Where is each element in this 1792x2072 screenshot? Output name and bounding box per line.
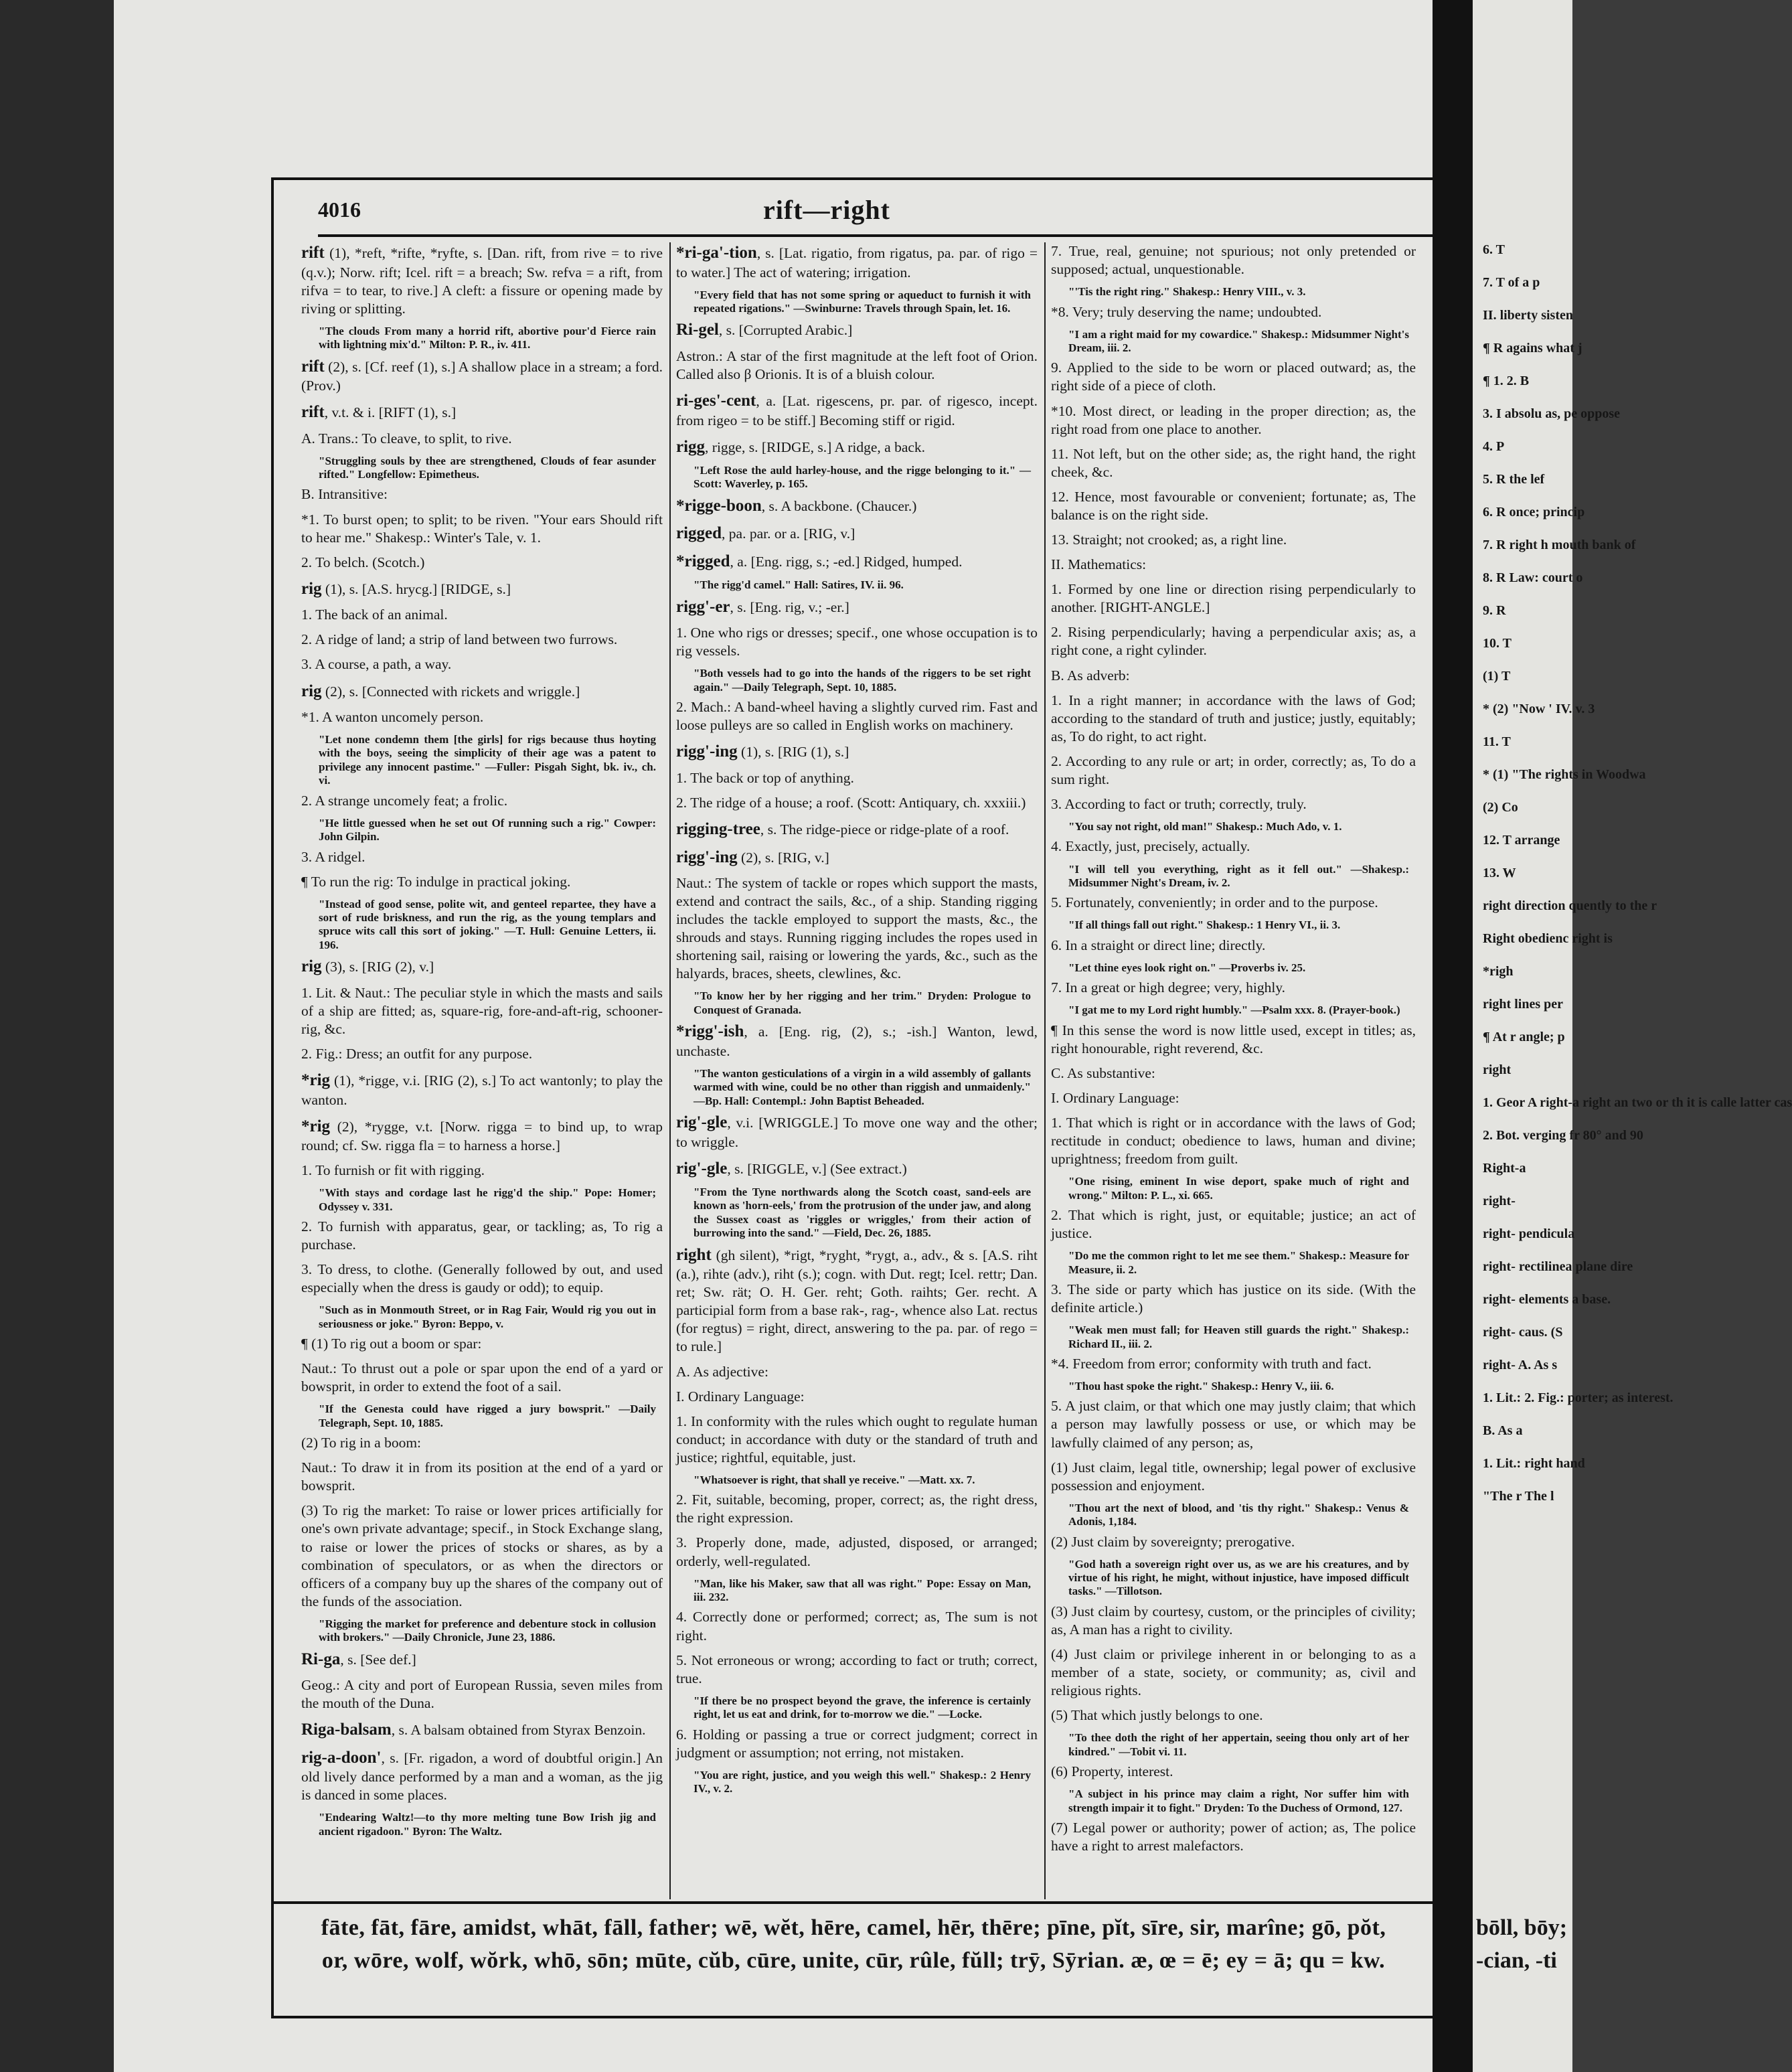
dictionary-entry: 2. Mach.: A band-wheel having a slightly curved rim. Fast and loose pulleys are so called in English works on machinery. [676, 699, 1038, 734]
dictionary-entry: (7) Legal power or authority; power of action; as, The police have a right to arrest malefactors. [1051, 1819, 1416, 1854]
dictionary-entry: A. Trans.: To cleave, to split, to rive. [301, 430, 512, 447]
facing-page-fragment: 13. W [1483, 866, 1516, 880]
dictionary-entry: *rig (1), *rigge, v.i. [RIG (2), s.] To act wantonly; to play the wanton. [301, 1071, 663, 1108]
facing-page-fragment: *righ [1483, 964, 1514, 979]
dictionary-entry: C. As substantive: [1051, 1064, 1155, 1081]
dictionary-entry: 2. To furnish with apparatus, gear, or tackling; as, To rig a purchase. [301, 1218, 663, 1253]
dictionary-entry: B. As adverb: [1051, 667, 1130, 684]
header-rule [318, 234, 1436, 237]
headword: rig [301, 579, 322, 598]
headword: ri-ges'-cent [676, 392, 756, 410]
pronunciation-key [271, 1911, 1436, 1978]
facing-page-fragment: right- elements a base. [1483, 1292, 1611, 1307]
column-2 [676, 242, 1038, 1899]
headword: rift [301, 244, 325, 262]
dictionary-entry: 2. That which is right, just, or equitable; justice; an act of justice. [1051, 1207, 1416, 1242]
facing-page-fragment: right lines per [1483, 997, 1563, 1012]
dictionary-entry: 3. The side or party which has justice on its side. (With the definite article.) [1051, 1281, 1416, 1316]
facing-footer-line-2: -cian, -ti [1476, 1948, 1557, 1974]
dictionary-entry: rigg'-er, s. [Eng. rig, v.; -er.] [676, 597, 849, 616]
dictionary-entry: (3) To rig the market: To raise or lower prices artificially for one's own private advantage; specif., in Stock Exchange slang, to raise or lower the prices of stocks or shares, as by a combination of speculators, or as when the directors or officers of a company buy up the shares of the company out of the funds of the association. [301, 1502, 663, 1609]
running-title: rift—right [763, 195, 890, 225]
facing-page-fragment: 3. I absolu as, pe oppose [1483, 406, 1621, 421]
dictionary-entry: 6. Holding or passing a true or correct judgment; correct in judgment or assumption; not erring, not mistaken. [676, 1726, 1038, 1761]
dictionary-entry: (2) Just claim by sovereignty; prerogative. [1051, 1533, 1295, 1550]
dictionary-entry: 7. True, real, genuine; not spurious; not only pretended or supposed; actual, unquestionable. [1051, 243, 1416, 278]
facing-page-fragment: ¶ At r angle; p [1483, 1030, 1565, 1044]
dictionary-entry: 5. Fortunately, conveniently; in order and to the purpose. [1051, 894, 1378, 911]
dictionary-entry: (1) Just claim, legal title, ownership; legal power of exclusive possession and enjoyment. [1051, 1459, 1416, 1494]
facing-page-fragment: right direction quently to the r [1483, 898, 1657, 913]
dictionary-entry: rig-a-doon', s. [Fr. rigadon, a word of doubtful origin.] An old lively dance performed by a man and a woman, as the jig is danced in some places. [301, 1748, 663, 1804]
dictionary-entry: 4. Exactly, just, precisely, actually. [1051, 838, 1250, 855]
dictionary-entry: 3. According to fact or truth; correctly, truly. [1051, 795, 1307, 812]
dictionary-entry: rift, v.t. & i. [RIFT (1), s.] [301, 403, 457, 422]
headword: *rigge-boon [676, 496, 762, 515]
dictionary-entry: 2. The ridge of a house; a roof. (Scott: Antiquary, ch. xxxiii.) [676, 794, 1026, 811]
book-gutter [1433, 0, 1473, 2072]
citation: "He little guessed when he set out Of running such a rig." Cowper: John Gilpin. [319, 816, 656, 844]
dictionary-entry: Astron.: A star of the first magnitude at the left foot of Orion. Called also β Orionis. It is of a bluish colour. [676, 347, 1038, 382]
citation: "Every field that has not some spring or aqueduct to furnish it with repeated rigations." —Swinburne: Travels through Spain, let. 16. [694, 288, 1031, 315]
headword: *rig [301, 1071, 331, 1090]
dictionary-entry: Riga-balsam, s. A balsam obtained from Styrax Benzoin. [301, 1721, 646, 1739]
facing-page-fragment: 1. Lit.: right hand [1483, 1456, 1585, 1471]
dictionary-entry: 1. One who rigs or dresses; specif., one whose occupation is to rig vessels. [676, 625, 1038, 659]
dictionary-entry: 2. According to any rule or art; in order, correctly; as, To do a sum right. [1051, 752, 1416, 787]
headword: *ri-ga'-tion [676, 244, 757, 262]
dictionary-entry: Naut.: To thrust out a pole or spar upon the end of a yard or bowsprit, in order to extend the foot of a sail. [301, 1360, 663, 1395]
dictionary-entry: 1. The back or top of anything. [676, 769, 854, 786]
dictionary-entry: ¶ (1) To rig out a boom or spar: [301, 1336, 482, 1352]
headword: rigg'-ing [676, 742, 738, 761]
citation: "Instead of good sense, polite wit, and genteel repartee, they have a sort of rude briskness, and run the rig, as the young templars and spruce wits call this sort of joking." —T. Hull: Genuine Letters, ii. 196. [319, 897, 656, 951]
dictionary-entry: 1. That which is right or in accordance with the laws of God; rectitude in conduct; obedience to laws, human and divine; uprightness; freedom from guilt. [1051, 1115, 1416, 1168]
dictionary-entry: *1. A wanton uncomely person. [301, 709, 484, 725]
dictionary-entry: 11. Not left, but on the other side; as, the right hand, the right cheek, &c. [1051, 445, 1416, 480]
dictionary-entry: rigg'-ing (2), s. [RIG, v.] [676, 848, 829, 866]
dictionary-entry: Ri-gel, s. [Corrupted Arabic.] [676, 321, 853, 339]
dictionary-entry: 2. A ridge of land; a strip of land between two furrows. [301, 631, 618, 648]
dictionary-entry: ¶ In this sense the word is now little used, except in titles; as, right honourable, right reverend, &c. [1051, 1022, 1416, 1056]
facing-page-fragment: 1. Geor A right-a right an two or th it is calle latter cas [1483, 1095, 1792, 1110]
facing-page-fragment: 1. Lit.: 2. Fig.: porter; as interest. [1483, 1390, 1674, 1405]
dictionary-entry: 3. Properly done, made, adjusted, disposed, or arranged; orderly, well-regulated. [676, 1534, 1038, 1569]
dictionary-entry: ¶ To run the rig: To indulge in practical joking. [301, 873, 571, 890]
citation: "A subject in his prince may claim a right, Nor suffer him with strength impair it to fight." Dryden: To the Duchess of Ormond, 127. [1068, 1787, 1409, 1814]
citation: "'Tis the right ring." Shakesp.: Henry VIII., v. 3. [1068, 285, 1306, 299]
citation: "Weak men must fall; for Heaven still guards the right." Shakesp.: Richard II., iii. 2. [1068, 1324, 1409, 1350]
facing-page-fragment: II. liberty sisten [1483, 308, 1573, 323]
dictionary-entry: Geog.: A city and port of European Russia, seven miles from the mouth of the Duna. [301, 1677, 663, 1712]
dictionary-entry: *rigged, a. [Eng. rigg, s.; -ed.] Ridged, humped. [676, 552, 963, 570]
dictionary-entry: right (gh silent), *rigt, *ryght, *rygt, a., adv., & s. [A.S. riht (a.), rihte (adv.), riht (s.); cogn. with Dut. regt; Icel. rettr; Dan. ret; Sw. rät; O. H. Ger. reht; Goth. raihts; Ger. recht. A participial form from a base rak-, rag-, whence also Lat. rectus (for regtus) = right, direct, answering to the pa. par. of rego = to rule.] [676, 1245, 1038, 1355]
citation: "Thou art the next of blood, and 'tis thy right." Shakesp.: Venus & Adonis, 1,184. [1068, 1501, 1409, 1528]
dictionary-entry: 3. To dress, to clothe. (Generally followed by out, and used especially when the dress is gaudy or odd); to equip. [301, 1261, 663, 1296]
dictionary-entry: 6. In a straight or direct line; directly. [1051, 937, 1266, 953]
column-divider [669, 242, 671, 1899]
pronunciation-key-line-2: or, wōre, wolf, wŏrk, whō, sōn; mūte, cŭb, cūre, unite, cūr, rûle, fŭll; trȳ, Sȳrian. æ, œ = ē; ey = ā; qu = kw. [321, 1948, 1386, 1974]
facing-page-fragment: 7. R right h mouth bank of [1483, 538, 1636, 552]
citation: "One rising, eminent In wise deport, spake much of right and wrong." Milton: P. L., xi. 665. [1068, 1175, 1409, 1202]
dictionary-entry: 2. Fig.: Dress; an outfit for any purpose. [301, 1045, 533, 1062]
facing-page-footer [1476, 1911, 1567, 1978]
facing-page-fragment: (2) Co [1483, 800, 1518, 815]
dictionary-entry: *10. Most direct, or leading in the proper direction; as, the right road from one place to another. [1051, 402, 1416, 437]
facing-footer-line-1: bōll, bōy; [1476, 1915, 1568, 1940]
dictionary-entry: rig'-gle, s. [RIGGLE, v.] (See extract.) [676, 1159, 907, 1178]
citation: "Whatsoever is right, that shall ye receive." —Matt. xx. 7. [694, 1473, 975, 1486]
dictionary-entry: rift (1), *reft, *rifte, *ryfte, s. [Dan. rift, from rive = to rive (q.v.); Norw. rift; Icel. rift = a breach; Sw. refva = a rift, from rifva = to tear, to rive.] A cleft: a fissure or opening made by riving or splitting. [301, 244, 663, 317]
facing-page-fragment: * (2) "Now ' IV. v. 3 [1483, 702, 1595, 716]
dictionary-entry: 2. A strange uncomely feat; a frolic. [301, 792, 508, 809]
dictionary-entry: rigg'-ing (1), s. [RIG (1), s.] [676, 742, 849, 761]
facing-page-fragment: 6. R once; princip [1483, 505, 1585, 520]
citation: "The wanton gesticulations of a virgin in a wild assembly of gallants warmed with wine, could be no other than riggish and unmaidenly." —Bp. Hall: Contempl.: John Baptist Beheaded. [694, 1066, 1031, 1107]
citation: "To thee doth the right of her appertain, seeing thou only art of her kindred." —Tobit vi. 11. [1068, 1731, 1409, 1758]
dictionary-entry: (5) That which justly belongs to one. [1051, 1707, 1263, 1724]
page-number: 4016 [318, 197, 361, 222]
dictionary-entry: 5. A just claim, or that which one may justly claim; that which a person may lawfully possess or use, or which may be lawfully claimed of any person; as, [1051, 1398, 1416, 1451]
facing-page-fragment: right- rectilinea plane dire [1483, 1259, 1633, 1274]
facing-page-fragment: ¶ 1. 2. B [1483, 374, 1530, 388]
citation: "You are right, justice, and you weigh this well." Shakesp.: 2 Henry IV., v. 2. [694, 1768, 1031, 1796]
citation: "Such as in Monmouth Street, or in Rag Fair, Would rig you out in seriousness or joke." Byron: Beppo, v. [319, 1303, 656, 1330]
facing-page-fragment: 7. T of a p [1483, 275, 1540, 290]
headword: rigged [676, 524, 722, 543]
dictionary-entry: A. As adjective: [676, 1363, 768, 1380]
column-1 [301, 242, 663, 1899]
pronunciation-key-line-1: fāte, fāt, fāre, amidst, whāt, fāll, father; wē, wĕt, hēre, camel, hēr, thēre; pīne, pĭt, sīre, sir, marîne; gō, pŏt, [321, 1915, 1386, 1940]
headword: rift [301, 403, 325, 422]
dictionary-entry: (4) Just claim or privilege inherent in or belonging to as a member of a state, society, or community; as, civil and religious rights. [1051, 1646, 1416, 1699]
citation: "Both vessels had to go into the hands of the riggers to be set right again." —Daily Telegraph, Sept. 10, 1885. [694, 667, 1031, 694]
citation: "Rigging the market for preference and debenture stock in collusion with brokers." —Daily Chronicle, June 23, 1886. [319, 1617, 656, 1644]
citation: "With stays and cordage last he rigg'd the ship." Pope: Homer; Odyssey v. 331. [319, 1186, 656, 1213]
citation: "Let thine eyes look right on." —Proverbs iv. 25. [1068, 961, 1306, 974]
dictionary-entry: 7. In a great or high degree; very, highly. [1051, 979, 1286, 996]
citation: "From the Tyne northwards along the Scotch coast, sand-eels are known as 'horn-eels,' from the protrusion of the under jaw, and along the Sussex coast as 'riggles or wriggles,' from their action of burrowing into the sand." —Field, Dec. 26, 1885. [694, 1186, 1031, 1240]
citation: "I am a right maid for my cowardice." Shakesp.: Midsummer Night's Dream, iii. 2. [1068, 327, 1409, 355]
dictionary-entry: Naut.: To draw it in from its position at the end of a yard or bowsprit. [301, 1459, 663, 1494]
dictionary-entry: B. Intransitive: [301, 486, 388, 503]
citation: "The clouds From many a horrid rift, abortive pour'd Fierce rain with lightning mix'd." Milton: P. R., iv. 411. [319, 324, 656, 351]
headword: Ri-gel [676, 321, 719, 339]
dictionary-entry: *rig (2), *rygge, v.t. [Norw. rigga = to bind up, to wrap round; cf. Sw. rigga fla = to harness a horse.] [301, 1117, 663, 1154]
scan-background-left [0, 0, 114, 2072]
dictionary-entry: 1. In a right manner; in accordance with the laws of God; according to the standard of truth and justice; justly, equitably; as, To do right, to act right. [1051, 692, 1416, 744]
dictionary-entry: rig (2), s. [Connected with rickets and wriggle.] [301, 682, 580, 700]
facing-page-fragment: 5. R the lef [1483, 472, 1545, 487]
dictionary-entry: *8. Very; truly deserving the name; undoubted. [1051, 303, 1322, 320]
dictionary-entry: 3. A ridgel. [301, 848, 365, 865]
headword: rig'-gle [676, 1159, 728, 1178]
headword: *rigged [676, 552, 730, 570]
headword: rig'-gle [676, 1113, 728, 1132]
dictionary-entry: 2. Fit, suitable, becoming, proper, correct; as, the right dress, the right expression. [676, 1492, 1038, 1526]
dictionary-entry: rig'-gle, v.i. [WRIGGLE.] To move one way and the other; to wriggle. [676, 1113, 1038, 1150]
citation: "Man, like his Maker, saw that all was right." Pope: Essay on Man, iii. 232. [694, 1577, 1031, 1604]
dictionary-entry: *rigge-boon, s. A backbone. (Chaucer.) [676, 496, 917, 515]
page-header [318, 194, 1335, 228]
citation: "Let none condemn them [the girls] for rigs because thus hoyting with the boys, seeing the simplicity of their age was a patent to privilege any innocent pastime." —Fuller: Pisgah Sight, bk. iv., ch. vi. [319, 733, 656, 787]
facing-page-fragment: B. As a [1483, 1423, 1523, 1438]
dictionary-entry: Ri-ga, s. [See def.] [301, 1650, 416, 1668]
dictionary-entry: 9. Applied to the side to be worn or placed outward; as, the right side of a piece of cloth. [1051, 360, 1416, 394]
dictionary-entry: rift (2), s. [Cf. reef (1), s.] A shallow place in a stream; a ford. (Prov.) [301, 357, 663, 394]
facing-page-fragment: ¶ R agains what j [1483, 341, 1582, 355]
citation: "To know her by her rigging and her trim." Dryden: Prologue to Conquest of Granada. [694, 989, 1031, 1016]
facing-page-fragment: 4. P [1483, 439, 1505, 454]
facing-page-fragment: right- pendicula [1483, 1226, 1575, 1241]
facing-page-fragment: right [1483, 1062, 1512, 1077]
citation: "If there be no prospect beyond the grave, the inference is certainly right, let us eat and drink, for to-morrow we die." —Locke. [694, 1694, 1031, 1721]
citation: "The rigg'd camel." Hall: Satires, IV. ii. 96. [694, 578, 904, 592]
dictionary-entry: 1. The back of an animal. [301, 607, 448, 623]
dictionary-entry: 2. Rising perpendicularly; having a perpendicular axis; as, a right cone, a right cylinder. [1051, 624, 1416, 659]
citation: "If all things fall out right." Shakesp.: 1 Henry VI., ii. 3. [1068, 919, 1341, 932]
dictionary-entry: 1. In conformity with the rules which ought to regulate human conduct; in accordance with duty or the standard of truth and justice; rightful, equitable, just. [676, 1413, 1038, 1465]
dictionary-entry: 12. Hence, most favourable or convenient; fortunate; as, The balance is on the right side. [1051, 488, 1416, 523]
dictionary-entry: rigged, pa. par. or a. [RIG, v.] [676, 524, 856, 543]
headword: rift [301, 357, 325, 376]
dictionary-entry: 5. Not erroneous or wrong; according to fact or truth; correct, true. [676, 1652, 1038, 1686]
dictionary-entry: *1. To burst open; to split; to be riven. "Your ears Should rift to hear me." Shakesp.: Winter's Tale, v. 1. [301, 511, 663, 546]
citation: "I will tell you everything, right as it fell out." —Shakesp.: Midsummer Night's Dream, iv. 2. [1068, 862, 1409, 889]
dictionary-entry: 1. Lit. & Naut.: The peculiar style in which the masts and sails of a ship are fitted; as, square-rig, fore-and-aft-rig, schooner-rig, &c. [301, 984, 663, 1037]
citation: "Left Rose the auld harley-house, and the rigge belonging to it." —Scott: Waverley, p. 165. [694, 464, 1031, 491]
facing-page-fragment: 10. T [1483, 636, 1512, 651]
facing-page-fragments [1483, 241, 1792, 1520]
column-3 [1051, 242, 1416, 1899]
dictionary-entry: rigging-tree, s. The ridge-piece or ridge-plate of a roof. [676, 820, 1009, 839]
headword: *rigg'-ish [676, 1022, 744, 1041]
citation: "Thou hast spoke the right." Shakesp.: Henry V., iii. 6. [1068, 1379, 1334, 1392]
dictionary-entry: Naut.: The system of tackle or ropes which support the masts, extend and contract the sails, &c., of a ship. Standing rigging includes the tackle employed to support the masts, &c., the shrouds and stays. Running rigging includes the ropes used in shortening sail, raising or lowering the yards, &c., such as the halyards, braces, sheets, clewlines, &c. [676, 875, 1038, 982]
facing-page-fragment: 12. T arrange [1483, 833, 1560, 848]
dictionary-entry: *rigg'-ish, a. [Eng. rig, (2), s.; -ish.] Wanton, lewd, unchaste. [676, 1022, 1038, 1059]
headword: Ri-ga [301, 1650, 341, 1668]
facing-page-fragment: right- [1483, 1194, 1516, 1208]
facing-page-fragment: 6. T [1483, 242, 1505, 257]
facing-page-fragment: 11. T [1483, 734, 1511, 749]
dictionary-entry: I. Ordinary Language: [1051, 1089, 1179, 1106]
dictionary-entry: (3) Just claim by courtesy, custom, or the principles of civility; as, A man has a right to civility. [1051, 1603, 1416, 1638]
dictionary-entry: 2. To belch. (Scotch.) [301, 554, 425, 570]
facing-page-fragment: * (1) "The rights in Woodwa [1483, 767, 1646, 782]
headword: rig [301, 682, 322, 700]
facing-page-fragment: right- caus. (S [1483, 1325, 1563, 1340]
facing-page-fragment: (1) T [1483, 669, 1511, 684]
facing-page-fragment: Right obedienc right is [1483, 931, 1613, 946]
dictionary-entry: 1. To furnish or fit with rigging. [301, 1162, 485, 1179]
facing-page-fragment: 2. Bot. verging fr 80° and 90 [1483, 1128, 1643, 1143]
dictionary-entry: (2) To rig in a boom: [301, 1435, 422, 1451]
column-divider [1044, 242, 1046, 1899]
headword: right [676, 1245, 712, 1264]
citation: "Do me the common right to let me see them." Shakesp.: Measure for Measure, ii. 2. [1068, 1249, 1409, 1276]
citation: "God hath a sovereign right over us, as we are his creatures, and by virtue of his right, he might, without injustice, have imposed difficult tasks." —Tillotson. [1068, 1557, 1409, 1598]
headword: rig-a-doon' [301, 1748, 382, 1767]
dictionary-entry: I. Ordinary Language: [676, 1388, 805, 1405]
facing-page-fragment: 8. R Law: court o [1483, 570, 1583, 585]
dictionary-entry: II. Mathematics: [1051, 556, 1147, 573]
dictionary-entry: *ri-ga'-tion, s. [Lat. rigatio, from rigatus, pa. par. of rigo = to water.] The act of watering; irrigation. [676, 244, 1038, 281]
facing-page-fragment: "The r The l [1483, 1489, 1554, 1504]
dictionary-entry: ri-ges'-cent, a. [Lat. rigescens, pr. par. of rigesco, incept. from rigeo = to be stiff.] Becoming stiff or rigid. [676, 392, 1038, 428]
headword: rigg [676, 437, 706, 456]
facing-page-fragment: right- A. As s [1483, 1358, 1558, 1372]
headword: *rig [301, 1117, 331, 1135]
headword: Riga-balsam [301, 1721, 392, 1739]
dictionary-entry: *4. Freedom from error; conformity with truth and fact. [1051, 1355, 1372, 1372]
headword: rig [301, 957, 322, 976]
headword: rigg'-ing [676, 848, 738, 866]
dictionary-entry: 4. Correctly done or performed; correct; as, The sum is not right. [676, 1609, 1038, 1644]
dictionary-entry: 1. Formed by one line or direction rising perpendicularly to another. [RIGHT-ANGLE.] [1051, 581, 1416, 616]
headword: rigging-tree [676, 820, 760, 839]
dictionary-entry: 13. Straight; not crooked; as, a right line. [1051, 532, 1287, 548]
dictionary-entry: rig (3), s. [RIG (2), v.] [301, 957, 434, 976]
dictionary-entry: 3. A course, a path, a way. [301, 656, 452, 673]
citation: "Endearing Waltz!—to thy more melting tune Bow Irish jig and ancient rigadoon." Byron: The Waltz. [319, 1811, 656, 1838]
dictionary-entry: rig (1), s. [A.S. hrycg.] [RIDGE, s.] [301, 579, 511, 598]
dictionary-entry: (6) Property, interest. [1051, 1763, 1173, 1780]
citation: "I gat me to my Lord right humbly." —Psalm xxx. 8. (Prayer-book.) [1068, 1004, 1400, 1017]
citation: "Struggling souls by thee are strengthened, Clouds of fear asunder rifted." Longfellow: Epimetheus. [319, 454, 656, 481]
dictionary-entry: rigg, rigge, s. [RIDGE, s.] A ridge, a back. [676, 437, 926, 456]
citation: "If the Genesta could have rigged a jury bowsprit." —Daily Telegraph, Sept. 10, 1885. [319, 1403, 656, 1429]
facing-page-fragment: 9. R [1483, 603, 1506, 618]
footer-rule [271, 1901, 1436, 1904]
facing-page-fragment: Right-a [1483, 1161, 1526, 1176]
citation: "You say not right, old man!" Shakesp.: Much Ado, v. 1. [1068, 820, 1342, 833]
headword: rigg'-er [676, 597, 730, 616]
